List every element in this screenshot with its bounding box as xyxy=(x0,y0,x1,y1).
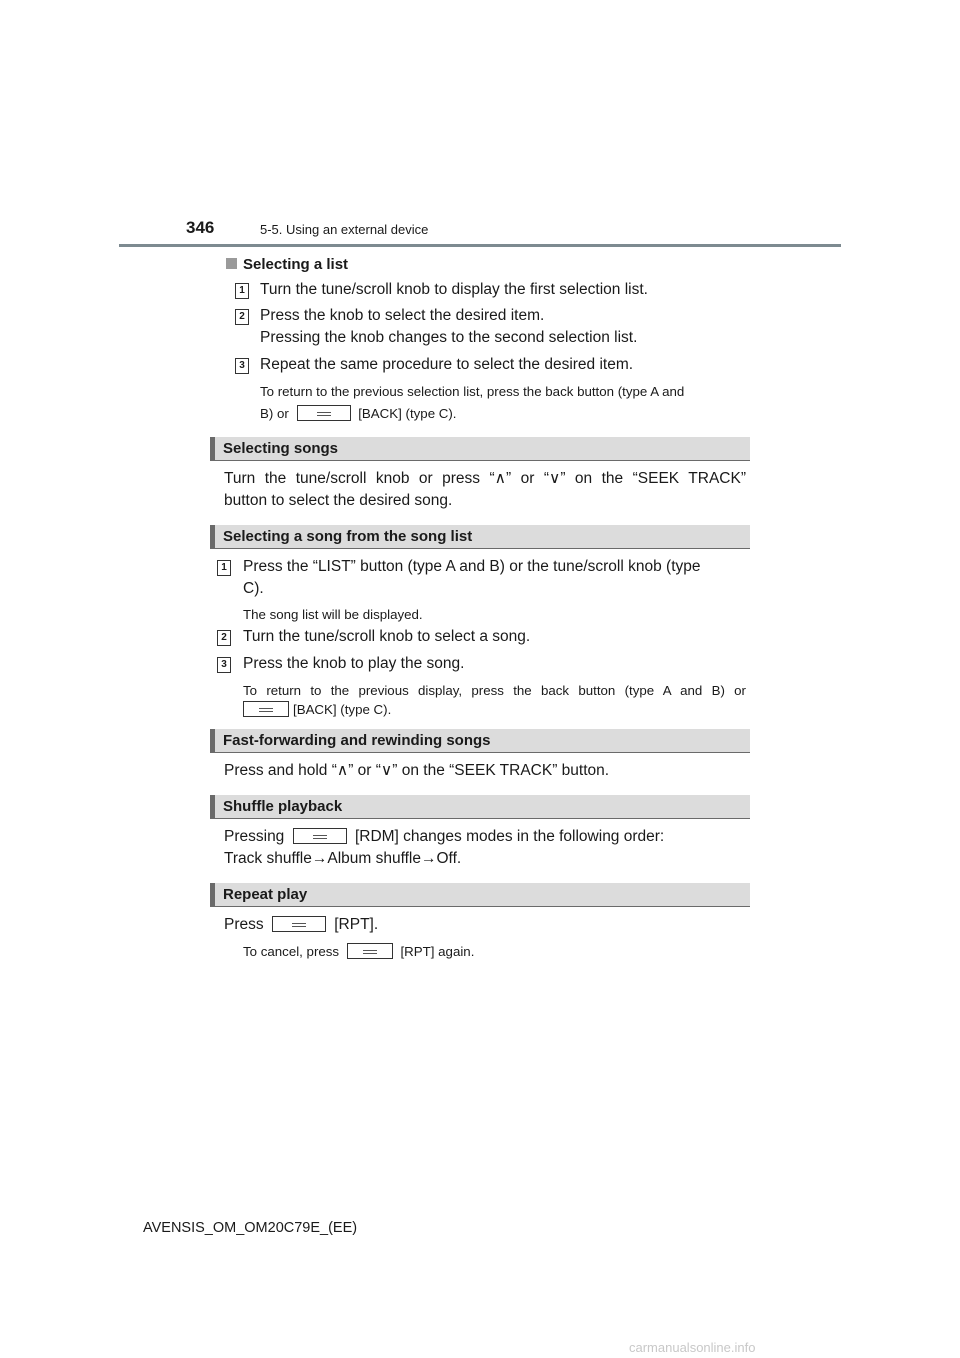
page-number: 346 xyxy=(186,218,215,237)
step-number: 2 xyxy=(235,309,249,325)
section-title: 5-5. Using an external device xyxy=(260,222,429,237)
note-text: The song list will be displayed. xyxy=(243,607,423,622)
step-text-continued: Pressing the knob changes to the second selection list. xyxy=(260,329,638,346)
step-number: 2 xyxy=(217,630,231,646)
section-heading-selecting-songs: Selecting songs xyxy=(210,437,750,461)
body-text: Pressing [RDM] changes modes in the following order: xyxy=(224,828,665,845)
body-text: Press and hold “∧” or “∨” on the “SEEK TRACK” button. xyxy=(224,762,610,779)
step-number: 1 xyxy=(235,283,249,299)
note-text: [BACK] (type C). xyxy=(243,699,391,720)
document-code: AVENSIS_OM_OM20C79E_(EE) xyxy=(143,1220,358,1236)
section-heading-shuffle: Shuffle playback xyxy=(210,795,750,819)
note-text: To return to the previous selection list, press the back button (type A and xyxy=(260,384,685,399)
rpt-button-icon xyxy=(347,943,393,959)
rdm-button-icon xyxy=(293,828,347,844)
screen-button-icon xyxy=(243,701,289,717)
subheading-selecting-list: Selecting a list xyxy=(226,256,348,273)
section-heading-fast-forward: Fast-forwarding and rewinding songs xyxy=(210,729,750,753)
step-text: Repeat the same procedure to select the desired item. xyxy=(260,356,634,373)
note-text: To cancel, press [RPT] again. xyxy=(243,944,475,959)
body-text: Turn the tune/scroll knob or press “∧” or “∨” on the “SEEK TRACK” xyxy=(224,470,746,487)
step-text: Turn the tune/scroll knob to display the first selection list. xyxy=(260,281,648,298)
note-text: To return to the previous display, press the back button (type A and B) or xyxy=(243,683,746,698)
watermark: carmanualsonline.info xyxy=(629,1340,756,1355)
note-text: B) or [BACK] (type C). xyxy=(260,406,457,421)
step-number: 1 xyxy=(217,560,231,576)
step-number: 3 xyxy=(217,657,231,673)
body-text: button to select the desired song. xyxy=(224,492,453,509)
section-heading-song-list: Selecting a song from the song list xyxy=(210,525,750,549)
screen-button-icon xyxy=(297,405,351,421)
rpt-button-icon xyxy=(272,916,326,932)
step-text: Turn the tune/scroll knob to select a song. xyxy=(243,628,531,645)
square-bullet-icon xyxy=(226,258,237,269)
step-text-continued: C). xyxy=(243,580,264,597)
step-text: Press the “LIST” button (type A and B) or the tune/scroll knob (type xyxy=(243,558,701,575)
step-number: 3 xyxy=(235,358,249,374)
section-heading-repeat: Repeat play xyxy=(210,883,750,907)
body-text: Press [RPT]. xyxy=(224,916,379,933)
body-text: Track shuffle→Album shuffle→Off. xyxy=(224,850,462,867)
step-text: Press the knob to play the song. xyxy=(243,655,465,672)
header-rule xyxy=(119,244,841,247)
step-text: Press the knob to select the desired item. xyxy=(260,307,545,324)
